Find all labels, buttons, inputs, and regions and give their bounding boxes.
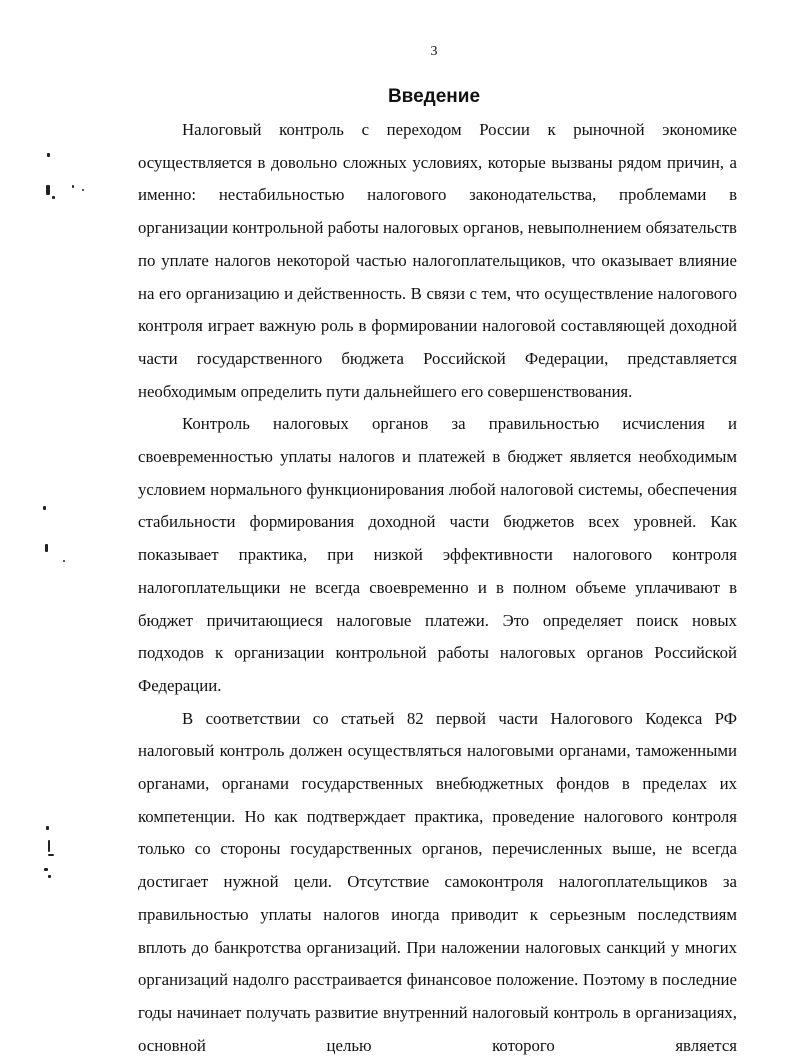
scan-speck xyxy=(72,185,74,188)
scan-speck xyxy=(48,840,50,852)
scan-speck xyxy=(82,189,84,191)
scan-speck xyxy=(43,506,46,510)
scan-speck xyxy=(48,854,54,856)
paragraph: Контроль налоговых органов за правильностью исчисления и своевременностью уплаты налогов и платежей в бюджет является необходимым условием нормального функционирования любой налоговой системы, обеспечения стабильности формирования доходной части бюджетов всех уровней. Как показывает практика, при низкой эффективности налогового контроля налогоплательщики не всегда своевременно и в полном объеме уплачивают в бюджет причитающиеся налоговые платежи. Это определяет поиск новых подходов к организации контрольной работы налоговых органов Российской Федерации. xyxy=(138,414,737,695)
paragraph: Налоговый контроль с переходом России к рыночной экономике осуществляется в довольно сложных условиях, которые вызваны рядом причин, а именно: нестабильностью налогового законодательства, проблемами в организации контрольной работы налоговых органов, невыполнением обязательств по уплате налогов некоторой частью налогоплательщиков, что оказывает влияние на его организацию и действенность. В связи с тем, что осуществление налогового контроля играет важную роль в формировании налоговой составляющей доходной части государственного бюджета Российской Федерации, представляется необходимым определить пути дальнейшего его совершенствования. xyxy=(138,120,737,401)
scan-speck xyxy=(44,868,48,871)
page-title: Введение xyxy=(387,86,481,107)
document-body xyxy=(138,114,737,1062)
page-number: 3 xyxy=(430,44,438,59)
scan-speck xyxy=(47,153,50,157)
scan-speck xyxy=(63,560,65,562)
scan-speck xyxy=(52,196,55,199)
scan-speck xyxy=(46,185,50,195)
paragraph: В соответствии со статьей 82 первой части Налогового Кодекса РФ налоговый контроль должен осуществляться налоговыми органами, таможенными органами, органами государственных внебюджетных фондов в пределах их компетенции. Но как подтверждает практика, проведение налогового контроля только со стороны государственных органов, перечисленных выше, не всегда достигает нужной цели. Отсутствие самоконтроля налогоплательщиков за правильностью уплаты налогов иногда приводит к серьезным последствиям вплоть до банкротства организаций. При наложении налоговых санкций у многих организаций надолго расстраивается финансовое положение. Поэтому в последние годы начинает получать развитие внутренний налоговый контроль в организациях, основной целью которого является xyxy=(138,708,737,1055)
scan-speck xyxy=(46,826,49,830)
scan-speck xyxy=(45,544,48,552)
scan-speck xyxy=(48,875,51,878)
